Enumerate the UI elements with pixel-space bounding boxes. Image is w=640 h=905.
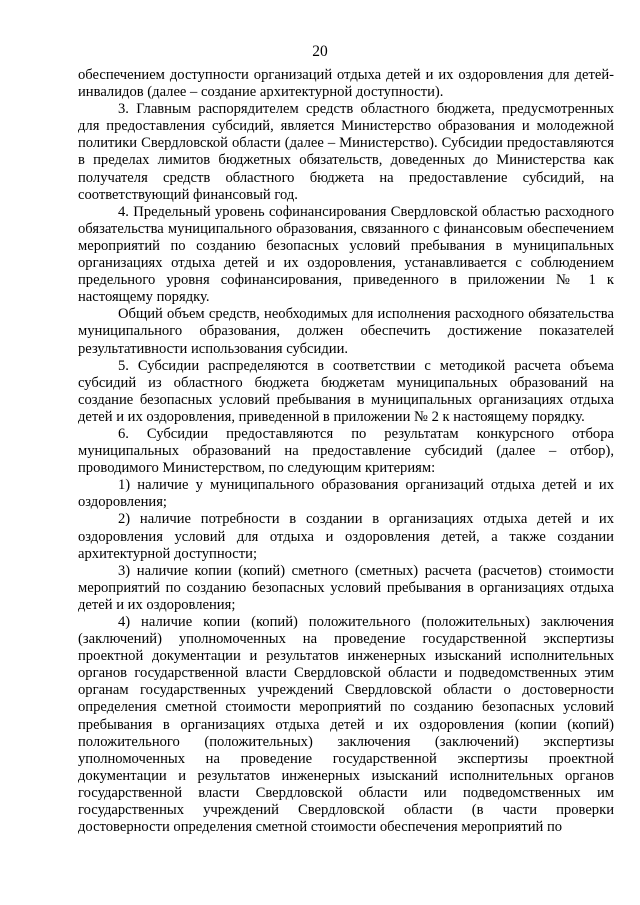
- paragraph-item-3: 3. Главным распорядителем средств областного бюджета, предусмотренных для предоставления субсидий, является Министерство образования и молодежной политики Свердловской области (далее – Министерство). Субсидии предоставляются в пределах лимитов бюджетных обязательств, доведенных до Министерства как получателя средств областного бюджета на предоставление субсидий, на соответствующий финансовый год.: [78, 101, 614, 203]
- paragraph-item-6: 6. Субсидии предоставляются по результатам конкурсного отбора муниципальных образований на предоставление субсидий (далее – отбор), проводимого Министерством, по следующим критериям:: [78, 425, 614, 477]
- paragraph-total-volume: Общий объем средств, необходимых для исполнения расходного обязательства муниципального образования, должен обеспечить достижение показателей результативности использования субсидии.: [78, 306, 614, 357]
- paragraph-continuation: обеспечением доступности организаций отдыха детей и их оздоровления для детей-инвалидов (далее – создание архитектурной доступности).: [78, 67, 614, 101]
- criterion-4: 4) наличие копии (копий) положительного (положительных) заключения (заключений) уполномоченных на проведение государственной экспертизы проектной документации и результатов инженерных изысканий исполнительных органов государственной власти Свердловской области и подведомственных этим органам государственных учреждений Свердловской области о достоверности определения сметной стоимости мероприятий по созданию безопасных условий пребывания в организациях отдыха детей и их оздоровления (копии (копий) положительного (положительных) заключения (заключений) экспертизы уполномоченных на проведение государственной экспертизы проектной документации и результатов инженерных изысканий исполнительных органов государственной власти Свердловской области или подведомственных им государственных учреждений Свердловской области (в части проверки достоверности определения сметной стоимости обеспечения мероприятий по: [78, 614, 614, 836]
- paragraph-item-5: 5. Субсидии распределяются в соответствии с методикой расчета объема субсидий из областного бюджета бюджетам муниципальных образований на создание безопасных условий пребывания в муниципальных организациях отдыха детей и их оздоровления, приведенной в приложении № 2 к настоящему порядку.: [78, 357, 614, 425]
- criterion-3: 3) наличие копии (копий) сметного (сметных) расчета (расчетов) стоимости мероприятий по созданию безопасных условий пребывания в организациях отдыха детей и их оздоровления;: [78, 562, 614, 613]
- page-number: 20: [312, 43, 328, 60]
- document-body: [78, 67, 614, 836]
- criterion-2: 2) наличие потребности в создании в организациях отдыха детей и их оздоровления условий для отдыха и оздоровления детей, а также создании архитектурной доступности;: [78, 511, 614, 562]
- paragraph-item-4: 4. Предельный уровень софинансирования Свердловской областью расходного обязательства муниципального образования, связанного с финансовым обеспечением мероприятий по созданию безопасных условий пребывания в муниципальных организациях отдыха детей и их оздоровления, устанавливается с соблюдением предельного уровня софинансирования, приведенного в приложении № 1 к настоящему порядку.: [78, 203, 614, 306]
- criterion-1: 1) наличие у муниципального образования организаций отдыха детей и их оздоровления;: [78, 477, 614, 511]
